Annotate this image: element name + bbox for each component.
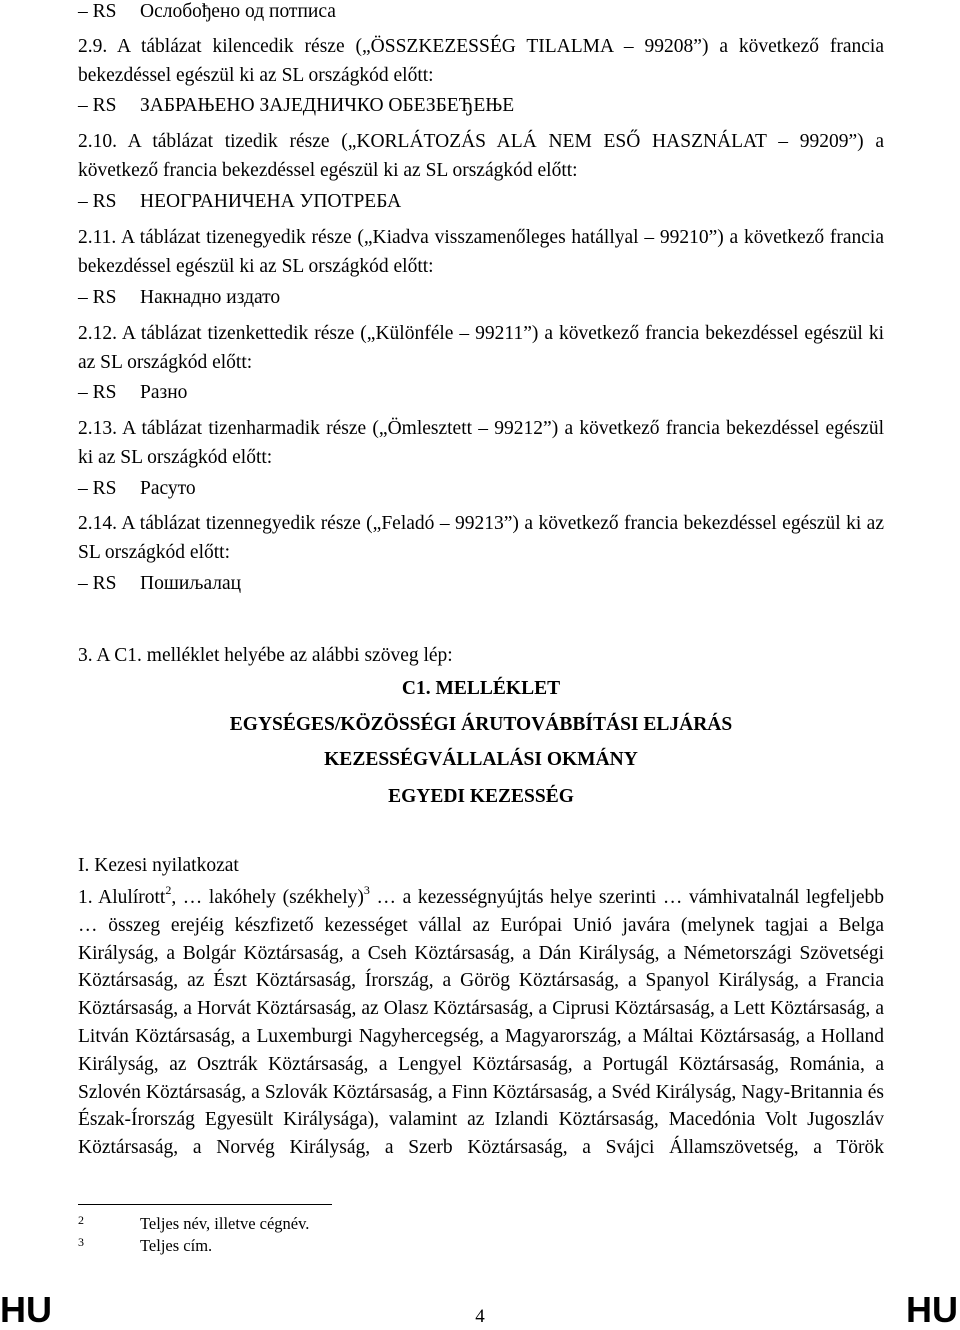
procedure-title: EGYSÉGES/KÖZÖSSÉGI ÁRUTOVÁBBÍTÁSI ELJÁRÁS: [229, 714, 733, 735]
footnote-ref-2[interactable]: 2: [165, 882, 172, 897]
country-code: – RS: [78, 573, 117, 594]
footnote-number: 2: [78, 1213, 84, 1227]
country-code: – RS: [78, 1, 117, 22]
guarantor-declaration-body: 1. Alulírott$^2$, … lakóhely (székhely)$^3$ … a kezességnyújtás helye szerinti … vámhivatalnál legfeljebb … összeg erejéig készfizető kezességet vállal az Európai Unió javára (melynek tagjai a Belga Királyság, a Bolgár Köztársaság, a Cseh Köztársaság, a Dán Királyság, a Németországi Szövetségi Köztársaság, az Észt Köztársaság, Írország, a Görög Köztársaság, a Spanyol Királyság, a Francia Köztársaság, a Horvát Köztársaság, az Olasz Köztársaság, a Ciprusi Köztársaság, a Lett Köztársaság, a Litván Köztársaság, a Luxemburgi Nagyhercegség, a Magyarország, a Máltai Köztársaság, a Holland Királyság, az Osztrák Köztársaság, a Lengyel Köztársaság, a Portugál Köztársaság, Románia, a Szlovén Köztársaság, a Szlovák Köztársaság, a Finn Köztársaság, a Svéd Királyság, Nagy-Britannia és Észak-Írország Egyesült Királysága), valamint az Izlandi Köztársaság, Macedónia Volt Jugoszláv Köztársaság, a Norvég Királyság, a Szerb Köztársaság, a Svájci Államszövetség, a Török: [78, 882, 885, 1159]
rs-line-issued-retro: [78, 286, 280, 310]
rs-text: Пошиљалац: [140, 573, 242, 594]
rs-line-unrestricted-use: [78, 190, 401, 214]
rs-text: Разно: [140, 382, 188, 403]
country-code: – RS: [78, 287, 117, 308]
guarantor-declaration-heading: I. Kezesi nyilatkozat: [78, 855, 239, 876]
footnote-separator: [78, 1204, 332, 1205]
country-code: – RS: [78, 382, 117, 403]
rs-text: Ослобођено од потписа: [140, 1, 336, 22]
language-code-left: HU: [0, 1289, 52, 1330]
rs-text: ЗАБРАЊЕНО ЗАЈЕДНИЧКО ОБЕЗБЕЂЕЊЕ: [140, 95, 515, 116]
paragraph-2-9: 2.9. A táblázat kilencedik része („ÖSSZKEZESSÉG TILALMA – 99208”) a következő francia bekezdéssel egészül ki az SL országkód előtt:: [78, 36, 884, 86]
paragraph-2-14: 2.14. A táblázat tizennegyedik része („Feladó – 99213”) a következő francia bekezdéssel egészül ki az SL országkód előtt:: [78, 513, 884, 563]
country-code: – RS: [78, 478, 117, 499]
footnote-number: 3: [78, 1235, 84, 1249]
section-3-intro: 3. A C1. melléklet helyébe az alábbi szöveg lép:: [78, 645, 453, 666]
rs-text: Расуто: [140, 478, 196, 499]
footnote-2: [78, 1214, 309, 1234]
rs-line-exempt-signature: [78, 0, 336, 24]
footnote-3: [78, 1236, 212, 1256]
paragraph-2-13: 2.13. A táblázat tizenharmadik része („Ömlesztett – 99212”) a következő francia bekezdéssel egészül ki az SL országkód előtt:: [78, 418, 884, 468]
rs-text: НЕОГРАНИЧЕНА УПОТРЕБА: [140, 191, 402, 212]
language-code-right: HU: [906, 1289, 958, 1330]
footnote-text: Teljes név, illetve cégnév.: [140, 1214, 310, 1233]
footnote-ref-3[interactable]: 3: [363, 882, 370, 897]
rs-line-consignor: [78, 572, 241, 596]
paragraph-2-11: 2.11. A táblázat tizenegyedik része („Kiadva visszamenőleges hatállyal – 99210”) a következő francia bekezdéssel egészül ki az SL országkód előtt:: [78, 227, 884, 277]
rs-line-various: [78, 381, 187, 405]
country-code: – RS: [78, 95, 117, 116]
rs-line-bulk: [78, 477, 196, 501]
country-code: – RS: [78, 191, 117, 212]
paragraph-2-12: 2.12. A táblázat tizenkettedik része („Különféle – 99211”) a következő francia bekezdéssel egészül ki az SL országkód előtt:: [78, 323, 884, 373]
guarantee-document-title: KEZESSÉGVÁLLALÁSI OKMÁNY: [324, 749, 638, 770]
annex-title: C1. MELLÉKLET: [401, 678, 561, 699]
page-number: 4: [475, 1306, 485, 1327]
rs-line-comprehensive-prohibited: [78, 94, 514, 118]
rs-text: Накнадно издато: [140, 287, 281, 308]
individual-guarantee-title: EGYEDI KEZESSÉG: [388, 786, 574, 807]
footnote-text: Teljes cím.: [140, 1236, 213, 1255]
paragraph-2-10: 2.10. A táblázat tizedik része („KORLÁTOZÁS ALÁ NEM ESŐ HASZNÁLAT – 99209”) a következő francia bekezdéssel egészül ki az SL országkód előtt:: [78, 131, 884, 181]
